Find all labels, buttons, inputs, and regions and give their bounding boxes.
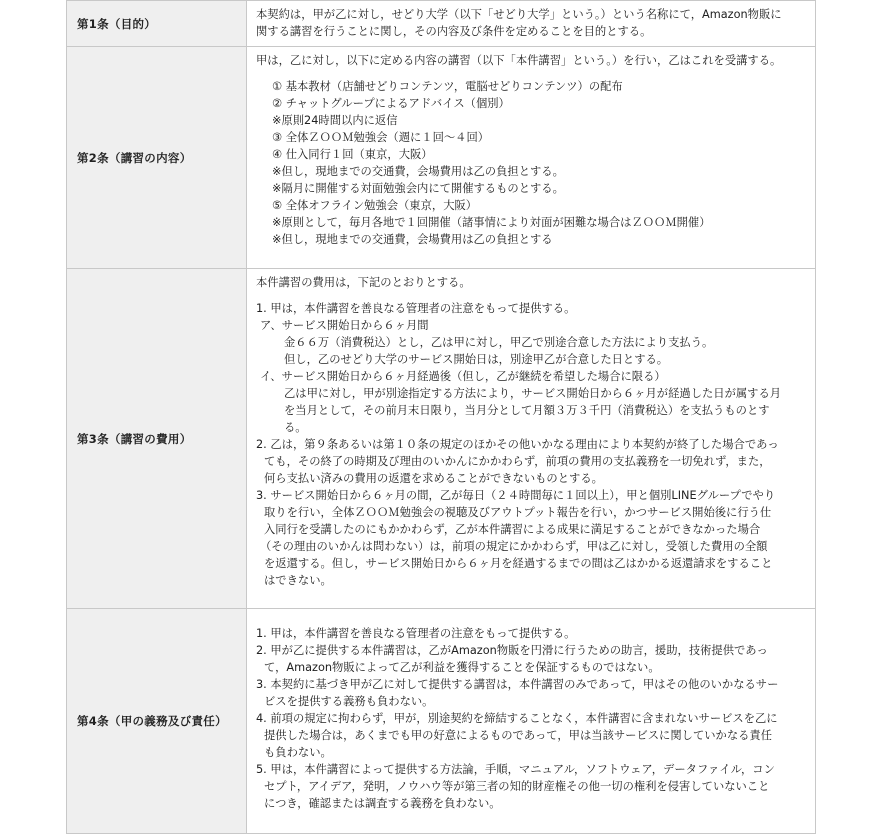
- clause-line: て，Amazon物販によって乙が利益を獲得することを保証するものではない。: [264, 661, 660, 674]
- clause-line: 5. 甲は，本件講習によって提供する方法論，手順，マニュアル，ソフトウェア，データファイル，コン: [256, 763, 775, 776]
- list-item: ③ 全体ＺＯＯＭ勉強会（週に１回～４回）: [272, 131, 490, 144]
- article-row-2: [67, 47, 816, 269]
- clause-line: （その理由のいかんは問わない）は，前項の規定にかかわらず，甲は乙に対し，受領した費用の全額: [260, 540, 768, 553]
- clause-line: 3. サービス開始日から６ヶ月の間，乙が毎日（２４時間毎に１回以上），甲と個別LINEグループでやり: [256, 489, 776, 502]
- clause-line: る。: [284, 421, 307, 434]
- clause-line: 1. 甲は，本件講習を善良なる管理者の注意をもって提供する。: [256, 627, 576, 640]
- clause-line: イ、サービス開始日から６ヶ月経過後（但し，乙が継続を希望した場合に限る）: [260, 370, 666, 383]
- text-line: 本契約は，甲が乙に対し，せどり大学（以下「せどり大学」という。）という名称にて，Amazon物販に: [256, 8, 782, 21]
- clause-line: 但し，乙のせどり大学のサービス開始日は，別途甲乙が合意した日とする。: [284, 353, 669, 366]
- clause-line: 1. 甲は，本件講習を善良なる管理者の注意をもって提供する。: [256, 302, 576, 315]
- clause-line: ても，その終了の時期及び理由のいかんにかかわらず，前項の費用の支払義務を一切免れず，また，: [264, 455, 771, 468]
- clause-line: セプト，アイデア，発明，ノウハウ等が第三者の知的財産権その他一切の権利を侵害していないこと: [264, 780, 770, 793]
- article-heading: 第1条（目的）: [67, 1, 247, 47]
- article-intro: 本件講習の費用は，下記のとおりとする。: [256, 276, 471, 289]
- article-row-3: [67, 269, 816, 609]
- clause-line: ア、サービス開始日から６ヶ月間: [260, 319, 429, 332]
- clause-line: につき，確認または調査する義務を負わない。: [264, 797, 501, 810]
- clause-line: を当月として，その前月末日限り，当月分として月額３万３千円（消費税込）を支払うものとす: [284, 404, 770, 417]
- clause-line: も負わない。: [264, 746, 332, 759]
- article-heading: 第4条（甲の義務及び責任）: [67, 609, 247, 834]
- article-intro: 甲は，乙に対し，以下に定める内容の講習（以下「本件講習」という。）を行い，乙はこれを受講する。: [256, 54, 782, 67]
- clause-line: はできない。: [264, 574, 332, 587]
- article-row-4: [67, 609, 816, 834]
- list-item: ② チャットグループによるアドバイス（個別）: [272, 97, 510, 110]
- article-heading: 第3条（講習の費用）: [67, 269, 247, 609]
- article-heading: 第2条（講習の内容）: [67, 47, 247, 269]
- clause-line: 2. 甲が乙に提供する本件講習は，乙がAmazon物販を円滑に行うための助言，援助，技術提供であっ: [256, 644, 768, 657]
- note-line: ※原則として，毎月各地で１回開催（諸事情により対面が困難な場合はＺＯＯＭ開催）: [272, 216, 711, 229]
- clause-line: ビスを提供する義務も負わない。: [264, 695, 434, 708]
- note-line: ※隔月に開催する対面勉強会内にて開催するものとする。: [272, 182, 564, 195]
- list-item: ⑤ 全体オフライン勉強会（東京，大阪）: [272, 199, 478, 212]
- article-body: [247, 609, 816, 834]
- clause-line: 取りを行い，全体ＺＯＯＭ勉強会の視聴及びアウトプット報告を行い，かつサービス開始後に行う仕: [264, 506, 772, 519]
- clause-line: 提供した場合は，あくまでも甲の好意によるものであって，甲は当該サービスに関していかなる責任: [264, 729, 773, 742]
- clause-line: 2. 乙は，第９条あるいは第１０条の規定のほかその他いかなる理由により本契約が終了した場合であっ: [256, 438, 779, 451]
- clause-line: 乙は甲に対し，甲が別途指定する方法により，サービス開始日から６ヶ月が経過した日が属する月: [284, 387, 782, 400]
- note-line: ※原則24時間以内に返信: [272, 114, 398, 127]
- clause-line: 3. 本契約に基づき甲が乙に対して提供する講習は，本件講習のみであって，甲はその他のいかなるサー: [256, 678, 779, 691]
- article-body: [247, 269, 816, 609]
- text-line: 関する講習を行うことに関し，その内容及び条件を定めることを目的とする。: [256, 25, 652, 38]
- article-body: [247, 1, 816, 47]
- list-item: ④ 仕入同行１回（東京，大阪）: [272, 148, 433, 161]
- note-line: ※但し，現地までの交通費，会場費用は乙の負担とする: [272, 233, 553, 246]
- list-item: ① 基本教材（店舗せどりコンテンツ，電脳せどりコンテンツ）の配布: [272, 80, 623, 93]
- note-line: ※但し，現地までの交通費，会場費用は乙の負担とする。: [272, 165, 564, 178]
- article-body: [247, 47, 816, 269]
- clause-line: 4. 前項の規定に拘わらず，甲が，別途契約を締結することなく，本件講習に含まれないサービスを乙に: [256, 712, 778, 725]
- clause-line: を返還する。但し，サービス開始日から６ヶ月を経過するまでの間は乙はかかる返還請求をすること: [264, 557, 773, 570]
- clause-line: 何ら支払い済みの費用の返還を求めることができないものとする。: [264, 472, 603, 485]
- clause-line: 金６６万（消費税込）とし，乙は甲に対し，甲乙で別途合意した方法により支払う。: [284, 336, 714, 349]
- terms-table: [66, 0, 816, 834]
- article-row-1: [67, 1, 816, 47]
- clause-line: 入同行を受講したのにもかかわらず，乙が本件講習による成果に満足することができなかった場合: [264, 523, 761, 536]
